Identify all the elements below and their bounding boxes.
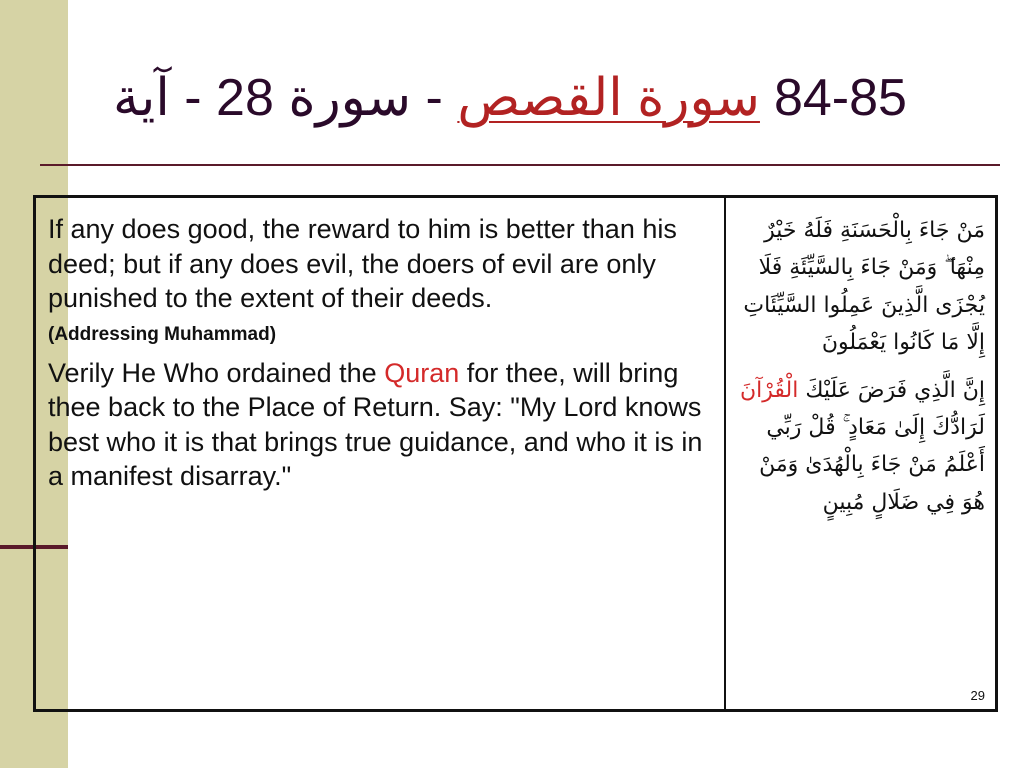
arabic-verse-85-start: إِنَّ الَّذِي فَرَضَ عَلَيْكَ <box>798 377 985 403</box>
english-column <box>36 198 726 709</box>
english-note: (Addressing Muhammad) <box>48 323 277 345</box>
arabic-quran-highlight: الْقُرْآنَ <box>739 377 799 403</box>
title-divider <box>40 164 1000 166</box>
english-verse-85-start: Verily He Who ordained the <box>48 357 385 388</box>
surah-link[interactable]: سورة القصص <box>457 69 760 127</box>
arabic-verse-85-end: لَرَادُّكَ إِلَىٰ مَعَادٍ ۚ قُلْ رَبِّي أَعْلَمُ مَنْ جَاءَ بِالْهُدَىٰ وَمَنْ هُوَ فِي ضَلَالٍ مُبِينٍ <box>759 414 985 515</box>
quran-highlight: Quran <box>384 357 460 388</box>
english-verse-84: If any does good, the reward to him is better than his deed; but if any does evil, the doers of evil are only punished to the extent of their deeds. <box>48 214 677 314</box>
english-verse-85-end: for thee, will bring thee back to the Place of Return. Say: "My Lord knows best who it is that brings true guidance, and who it is in a manifest disarray." <box>48 357 703 492</box>
title-surah-ayah: - سورة 28 - آية <box>113 69 458 127</box>
english-verse-85 <box>48 356 714 494</box>
arabic-verse-85 <box>736 372 985 522</box>
arabic-verse-84: مَنْ جَاءَ بِالْحَسَنَةِ فَلَهُ خَيْرٌ مِنْهَا ۖ وَمَنْ جَاءَ بِالسَّيِّئَةِ فَلَا يُجْزَى الَّذِينَ عَمِلُوا السَّيِّئَاتِ إِلَّا مَا كَانُوا يَعْمَلُونَ <box>743 218 985 356</box>
page-title <box>80 58 940 138</box>
verse-table <box>33 195 998 712</box>
arabic-column <box>726 198 995 709</box>
title-ayah-numbers: 84-85 <box>773 69 907 127</box>
page-number: 29 <box>970 688 985 703</box>
